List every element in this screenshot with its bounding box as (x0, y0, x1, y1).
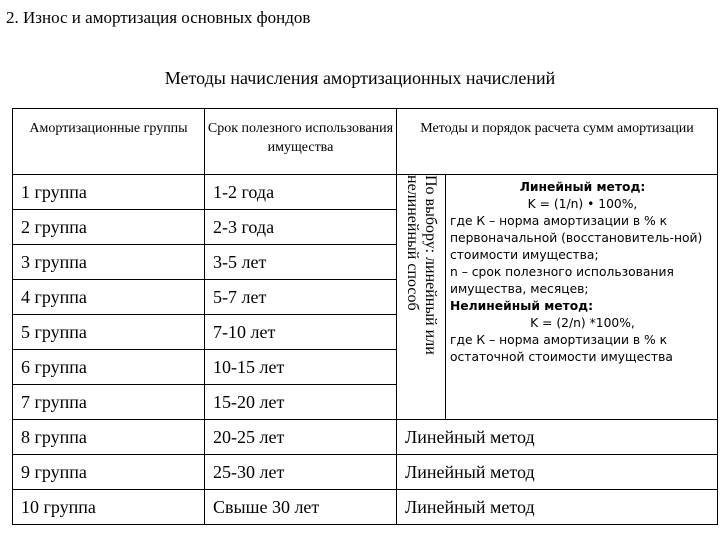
group-cell: 1 группа (13, 175, 205, 210)
header-row (13, 109, 718, 175)
table-row (13, 420, 718, 455)
header-term: Срок полезного использования имущества (205, 109, 397, 175)
term-cell: 25-30 лет (205, 455, 397, 490)
method-cell: Линейный метод (397, 420, 718, 455)
table-title: Методы начисления амортизационных начислений (164, 68, 556, 88)
term-cell: 10-15 лет (205, 350, 397, 385)
choice-cell (397, 175, 446, 420)
term-cell: 2-3 года (205, 210, 397, 245)
method-cell: Линейный метод (397, 490, 718, 525)
term-cell: 7-10 лет (205, 315, 397, 350)
nonlinear-method-title: Нелинейный метод: (450, 299, 594, 313)
term-cell: 5-7 лет (205, 280, 397, 315)
linear-k-definition: где К – норма амортизации в % к первоначальной (восстановитель-ной) стоимости имущества; (450, 214, 703, 262)
group-cell: 8 группа (13, 420, 205, 455)
group-cell: 9 группа (13, 455, 205, 490)
linear-formula: K = (1/n) • 100%, (527, 197, 638, 211)
term-cell: 20-25 лет (205, 420, 397, 455)
term-cell: 15-20 лет (205, 385, 397, 420)
method-description (446, 175, 718, 420)
table-row (13, 175, 718, 210)
table-row (13, 455, 718, 490)
header-groups: Амортизационные группы (13, 109, 205, 175)
group-cell: 6 группа (13, 350, 205, 385)
group-cell: 10 группа (13, 490, 205, 525)
term-cell: 3-5 лет (205, 245, 397, 280)
nonlinear-formula: K = (2/n) *100%, (530, 316, 635, 330)
section-title: 2. Износ и амортизация основных фондов (6, 8, 311, 27)
choice-label: По выбору: линейный или нелинейный способ (404, 175, 439, 355)
group-cell: 4 группа (13, 280, 205, 315)
method-cell: Линейный метод (397, 455, 718, 490)
group-cell: 2 группа (13, 210, 205, 245)
linear-n-definition: n – срок полезного использования имущества, месяцев; (450, 265, 674, 296)
table-row (13, 490, 718, 525)
group-cell: 3 группа (13, 245, 205, 280)
depreciation-table (12, 108, 718, 525)
header-methods: Методы и порядок расчета сумм амортизации (397, 109, 718, 175)
group-cell: 7 группа (13, 385, 205, 420)
linear-method-title: Линейный метод: (519, 180, 646, 194)
term-cell: 1-2 года (205, 175, 397, 210)
nonlinear-k-definition: где К – норма амортизации в % к остаточной стоимости имущества (450, 333, 673, 364)
group-cell: 5 группа (13, 315, 205, 350)
term-cell: Свыше 30 лет (205, 490, 397, 525)
